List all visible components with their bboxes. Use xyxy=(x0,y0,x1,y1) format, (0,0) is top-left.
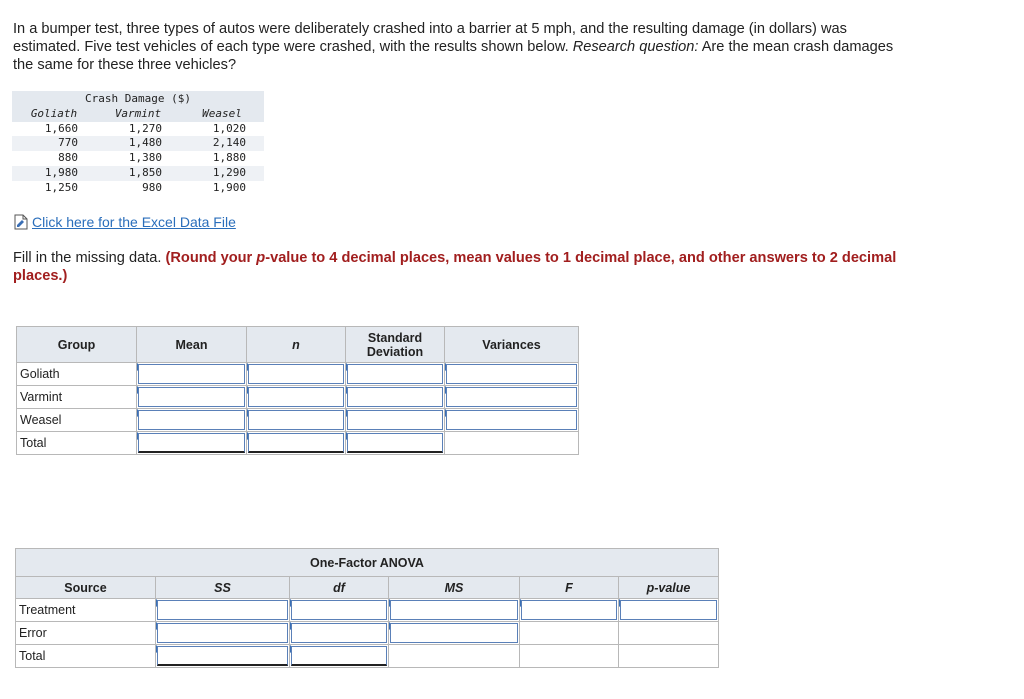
table-row xyxy=(12,181,264,196)
data-cell: 1,850 xyxy=(96,166,180,181)
weasel-mean-input[interactable] xyxy=(137,409,247,432)
table-row xyxy=(12,151,264,166)
header-p-value: p-value xyxy=(619,577,719,599)
instructions-text: Fill in the missing data. xyxy=(13,250,166,266)
data-cell: 1,020 xyxy=(212,121,246,135)
problem-statement xyxy=(13,20,913,74)
varmint-std-input[interactable] xyxy=(346,386,445,409)
empty-cell xyxy=(389,645,520,668)
varmint-n-input[interactable] xyxy=(247,386,346,409)
data-cell: 2,140 xyxy=(180,136,264,151)
varmint-mean-input[interactable] xyxy=(137,386,247,409)
data-cell: 1,380 xyxy=(128,151,162,165)
data-cell: 1,480 xyxy=(96,136,180,151)
anova-table xyxy=(15,548,719,668)
empty-cell xyxy=(520,622,619,645)
data-cell: 1,270 xyxy=(128,121,162,135)
row-label-weasel: Weasel xyxy=(17,409,137,432)
col-header-varmint: Varmint xyxy=(96,107,180,122)
treatment-p-value-input[interactable] xyxy=(619,599,719,622)
total-ss-input[interactable] xyxy=(156,645,290,668)
document-icon xyxy=(14,214,28,230)
empty-cell xyxy=(445,432,579,455)
goliath-variance-input[interactable] xyxy=(445,363,579,386)
total-mean-input[interactable] xyxy=(137,432,247,455)
data-table-caption: Crash Damage ($) xyxy=(12,91,264,107)
data-cell: 1,250 xyxy=(44,180,78,194)
total-std-input[interactable] xyxy=(346,432,445,455)
header-df: df xyxy=(290,577,389,599)
total-n-input[interactable] xyxy=(247,432,346,455)
row-label-goliath: Goliath xyxy=(17,363,137,386)
table-row xyxy=(12,166,264,181)
anova-title: One-Factor ANOVA xyxy=(16,549,719,577)
data-cell: 1,290 xyxy=(180,166,264,181)
treatment-ss-input[interactable] xyxy=(156,599,290,622)
treatment-df-input[interactable] xyxy=(290,599,389,622)
weasel-std-input[interactable] xyxy=(346,409,445,432)
weasel-variance-input[interactable] xyxy=(445,409,579,432)
weasel-n-input[interactable] xyxy=(247,409,346,432)
header-std-dev: Standard Deviation xyxy=(346,327,445,363)
error-df-input[interactable] xyxy=(290,622,389,645)
header-ss: SS xyxy=(156,577,290,599)
row-label-varmint: Varmint xyxy=(17,386,137,409)
col-header-goliath: Goliath xyxy=(12,107,96,122)
error-ss-input[interactable] xyxy=(156,622,290,645)
header-f: F xyxy=(520,577,619,599)
group-stats-table xyxy=(16,326,579,455)
rounding-hint: (Round your p-value to 4 decimal places, mean values to 1 decimal place, and other answers to 2 decimal places.) xyxy=(13,250,897,284)
empty-cell xyxy=(619,645,719,668)
intro-text-2: Are the mean crash damages the same for these three vehicles? xyxy=(13,39,894,73)
row-label-total: Total xyxy=(17,432,137,455)
table-row xyxy=(17,409,579,432)
instructions xyxy=(13,249,953,285)
header-mean: Mean xyxy=(137,327,247,363)
treatment-f-input[interactable] xyxy=(520,599,619,622)
row-label-treatment: Treatment xyxy=(16,599,156,622)
table-row xyxy=(17,432,579,455)
varmint-variance-input[interactable] xyxy=(445,386,579,409)
goliath-n-input[interactable] xyxy=(247,363,346,386)
row-label-total-anova: Total xyxy=(16,645,156,668)
empty-cell xyxy=(619,622,719,645)
excel-data-link[interactable] xyxy=(14,214,236,230)
header-ms: MS xyxy=(389,577,520,599)
header-variances: Variances xyxy=(445,327,579,363)
table-row xyxy=(16,622,719,645)
empty-cell xyxy=(520,645,619,668)
row-label-error: Error xyxy=(16,622,156,645)
data-cell: 1,660 xyxy=(44,121,78,135)
data-cell: 1,900 xyxy=(212,180,246,194)
header-group: Group xyxy=(17,327,137,363)
header-n: n xyxy=(247,327,346,363)
table-row xyxy=(17,386,579,409)
excel-link-label[interactable]: Click here for the Excel Data File xyxy=(32,214,236,230)
table-row xyxy=(12,136,264,151)
total-df-input[interactable] xyxy=(290,645,389,668)
data-cell: 1,980 xyxy=(12,166,96,181)
table-row xyxy=(16,645,719,668)
table-row xyxy=(16,599,719,622)
table-row xyxy=(17,363,579,386)
table-row xyxy=(12,122,264,137)
treatment-ms-input[interactable] xyxy=(389,599,520,622)
error-ms-input[interactable] xyxy=(389,622,520,645)
data-cell: 1,880 xyxy=(212,151,246,165)
crash-damage-table xyxy=(12,91,264,195)
research-question-label: Research question: xyxy=(572,39,699,55)
data-cell: 770 xyxy=(12,136,96,151)
header-source: Source xyxy=(16,577,156,599)
data-cell: 880 xyxy=(58,151,78,165)
col-header-weasel: Weasel xyxy=(180,107,264,122)
intro-text-1: In a bumper test, three types of autos were deliberately crashed into a barrier at 5 mph, and the resulting damage (in dollars) was estimated. Five test vehicles of each type were crashed, with the results shown below. xyxy=(13,21,847,55)
data-cell: 980 xyxy=(142,180,162,194)
goliath-std-input[interactable] xyxy=(346,363,445,386)
goliath-mean-input[interactable] xyxy=(137,363,247,386)
